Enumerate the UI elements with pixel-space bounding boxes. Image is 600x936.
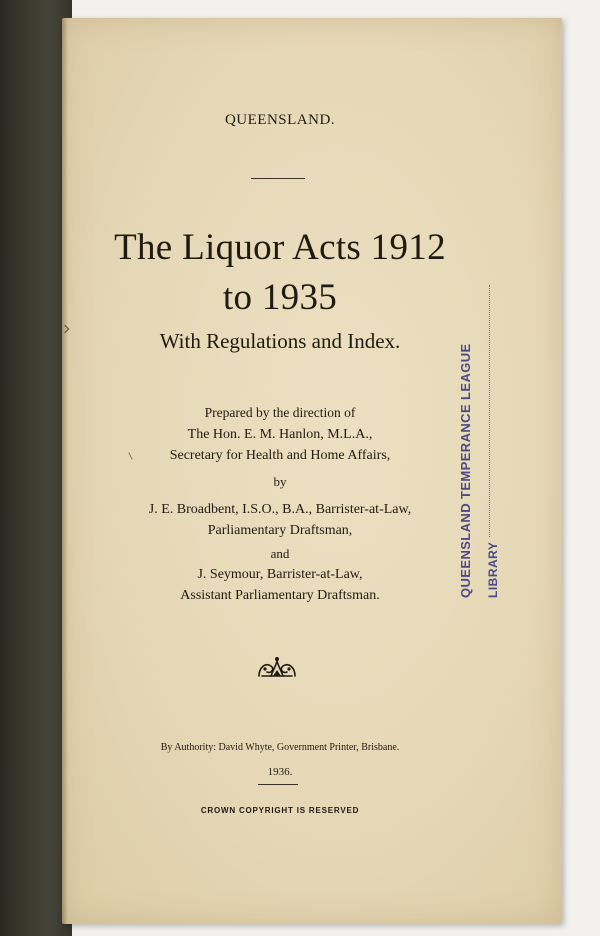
author-1-name: J. E. Broadbent, I.S.O., B.A., Barrister-at-Law, [148,502,412,517]
floral-ornament-icon [256,656,298,685]
title-page [62,18,562,924]
author-2-role: Assistant Parliamentary Draftsman. [180,588,380,603]
year-underline [258,784,298,785]
by-line: by [273,474,287,489]
and-line: and [270,546,290,561]
title-line-2: to 1935 [222,277,338,318]
minister-role: Secretary for Health and Home Affairs, [169,448,391,463]
author-1-role: Parliamentary Draftsman, [207,523,353,538]
publication-year: 1936. [267,766,293,778]
prepared-by-line: Prepared by the direction of [204,405,356,420]
page-gutter-shadow [62,18,68,924]
title-line-1: The Liquor Acts 1912 [114,227,446,268]
stamp-dotted-line [489,285,490,537]
copyright-notice: CROWN COPYRIGHT IS RESERVED [200,806,360,815]
authority-line: By Authority: David Whyte, Government Printer, Brisbane. [160,742,400,753]
subtitle: With Regulations and Index. [159,329,401,353]
minister-name: The Hon. E. M. Hanlon, M.L.A., [187,427,373,442]
library-stamp-line-1: QUEENSLAND TEMPERANCE LEAGUE [458,343,473,598]
author-2-name: J. Seymour, Barrister-at-Law, [197,567,363,582]
divider-rule [251,178,305,179]
state-heading: QUEENSLAND. [224,112,336,128]
library-stamp-line-2: LIBRARY [486,541,500,598]
